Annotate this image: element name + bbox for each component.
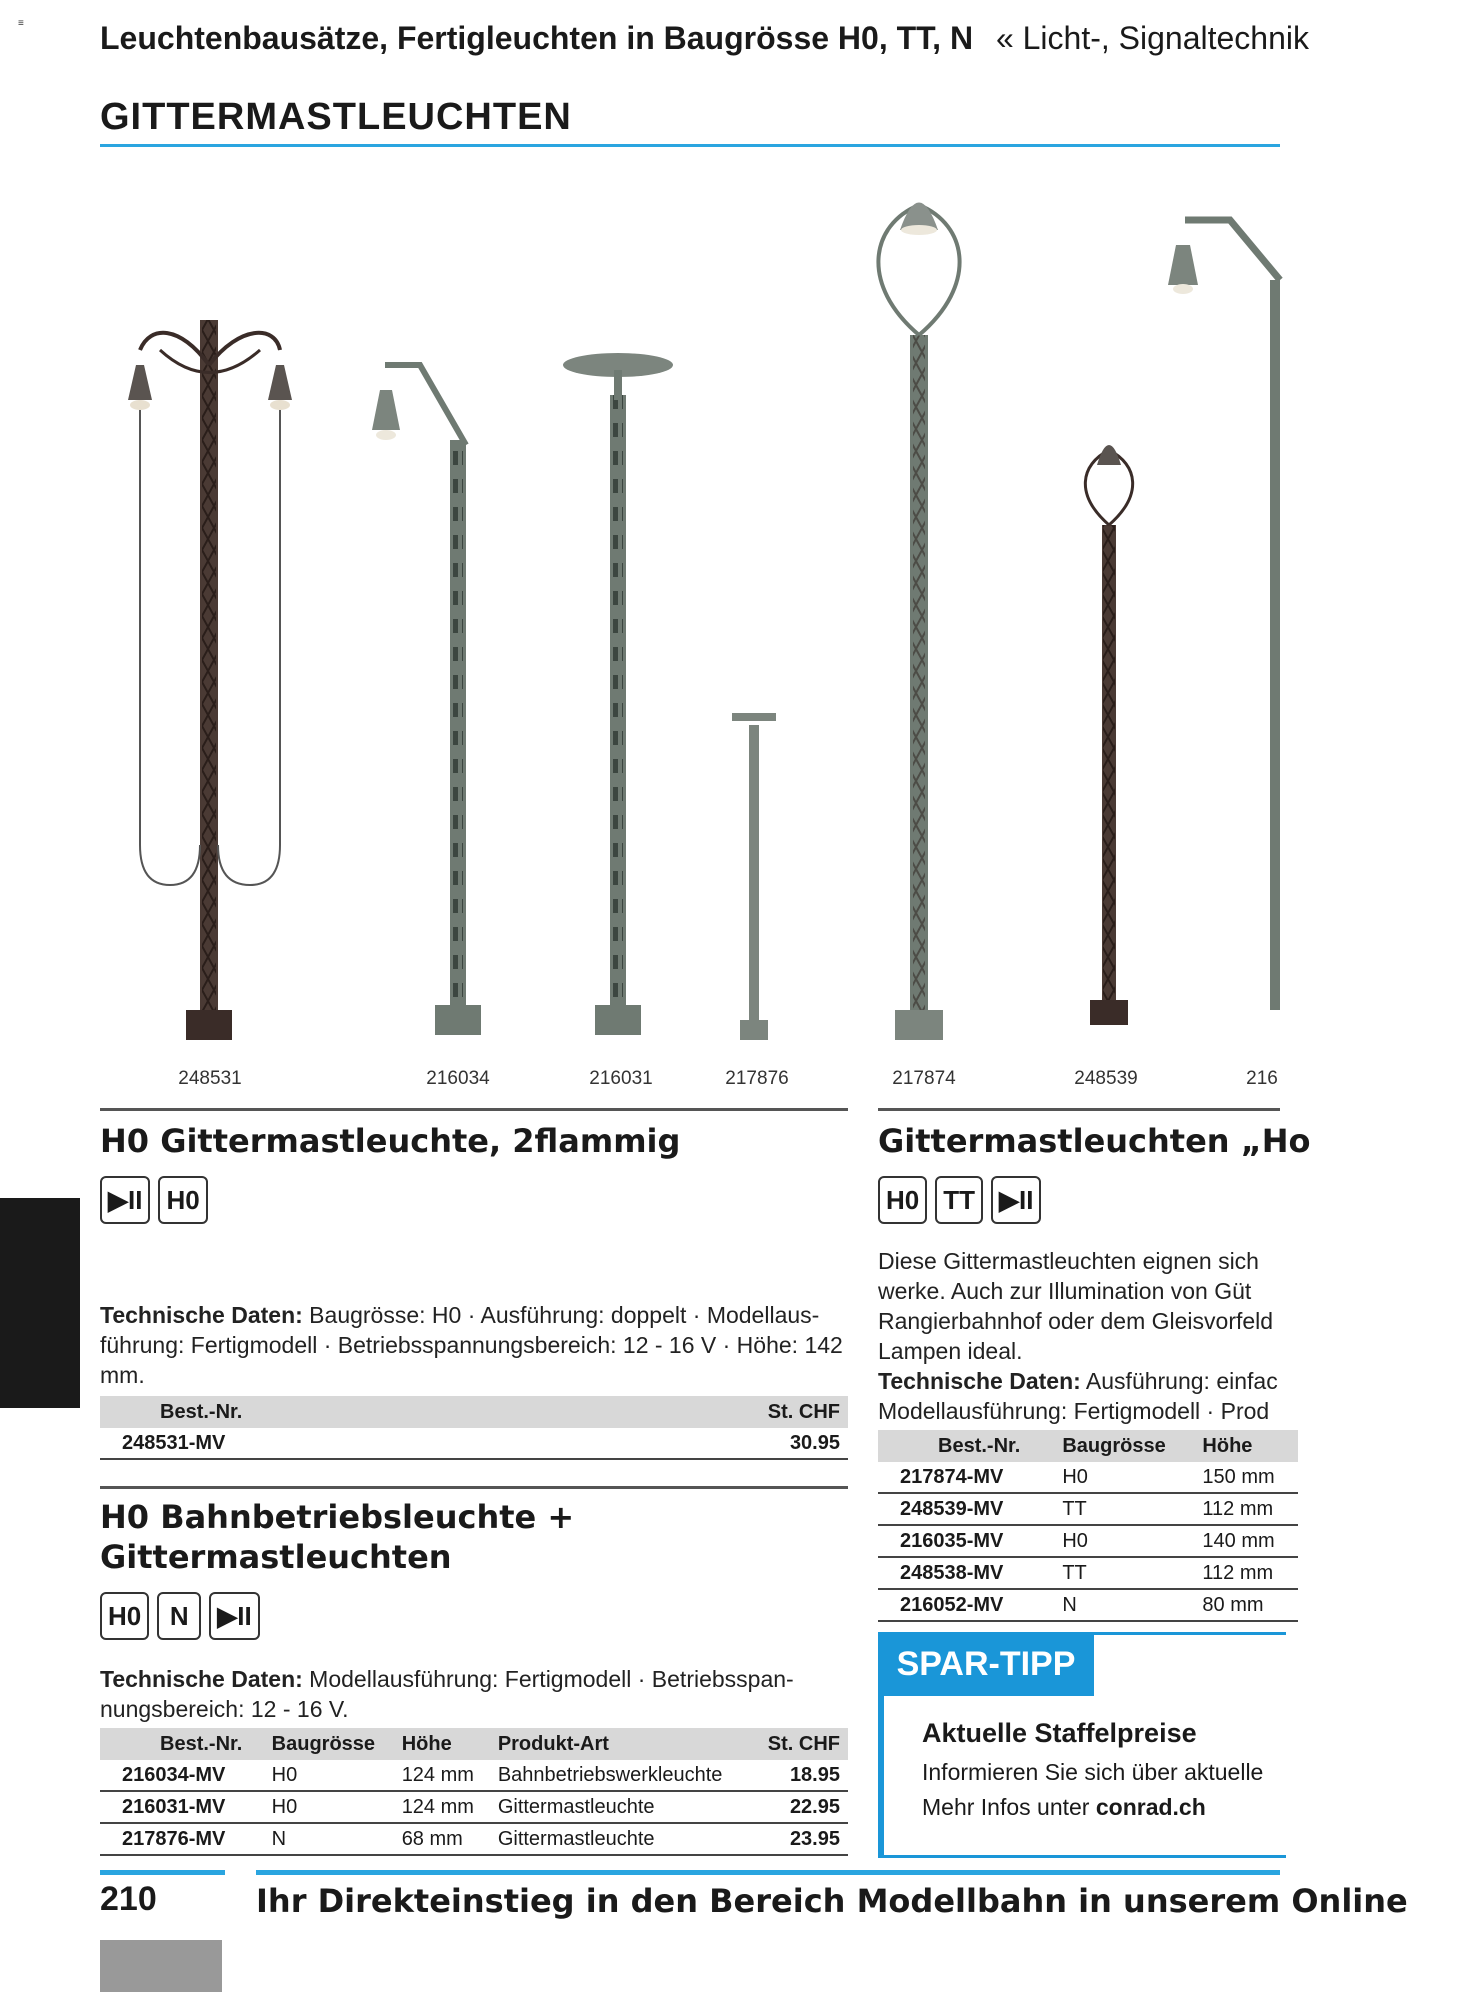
spar-tipp-heading: Aktuelle Staffelpreise (922, 1718, 1197, 1748)
order-number: 217876-MV (100, 1823, 264, 1855)
height: 68 mm (394, 1823, 490, 1855)
scale: H0 (264, 1791, 394, 1823)
order-number: 217874-MV (878, 1462, 1054, 1493)
play-pause-badge[interactable]: ▶II (991, 1176, 1041, 1224)
height: 140 mm (1194, 1525, 1298, 1557)
product1-title: H0 Gittermastleuchte, 2flammig (100, 1122, 681, 1160)
header-breadcrumb[interactable]: « Licht-, Signaltechnik (995, 20, 1309, 56)
scale: N (264, 1823, 394, 1855)
product-type: Gittermastleuchte (490, 1823, 752, 1855)
product3-badges (878, 1176, 1041, 1224)
col-header: Baugrösse (1054, 1430, 1194, 1462)
scale: H0 (264, 1760, 394, 1791)
lamp-216-partial (1168, 220, 1280, 1010)
product-image (100, 165, 1280, 1065)
footer-rule (100, 1870, 225, 1875)
scale: TT (1054, 1557, 1194, 1589)
order-number: 248538-MV (878, 1557, 1054, 1589)
height: 80 mm (1194, 1589, 1298, 1621)
scale: N (1054, 1589, 1194, 1621)
table-row[interactable] (100, 1791, 848, 1823)
tech-label: Technische Daten: (100, 1302, 303, 1328)
lamp-label: 216031 (589, 1068, 653, 1089)
tech-label: Technische Daten: (100, 1666, 303, 1692)
n-badge[interactable]: N (157, 1592, 201, 1640)
footer-gray-box (100, 1940, 222, 1992)
footer-rule (256, 1870, 1280, 1875)
height: 112 mm (1194, 1557, 1298, 1589)
product2-table (100, 1728, 848, 1856)
play-pause-badge[interactable]: ▶II (100, 1176, 150, 1224)
scale: TT (1054, 1493, 1194, 1525)
col-header: Baugrösse (264, 1728, 394, 1760)
height: 124 mm (394, 1760, 490, 1791)
desc-line: Lampen ideal. (878, 1338, 1023, 1364)
h0-badge[interactable]: H0 (100, 1592, 149, 1640)
table-row[interactable] (100, 1760, 848, 1791)
spar-tipp-link[interactable]: conrad.ch (1095, 1794, 1206, 1820)
order-number: 216052-MV (878, 1589, 1054, 1621)
menu-icon[interactable]: ≡ (18, 18, 24, 29)
product3-column (878, 1108, 1311, 1628)
lamp-label: 216034 (426, 1068, 490, 1089)
lamp-label: 217874 (892, 1068, 956, 1089)
page-header (100, 20, 1309, 57)
product2-badges (100, 1592, 260, 1640)
lamp-248539 (1085, 445, 1132, 1025)
table-row[interactable] (878, 1493, 1298, 1525)
lamp-label: 248539 (1074, 1068, 1138, 1089)
order-number: 216035-MV (878, 1525, 1054, 1557)
title-rule (100, 144, 1280, 147)
h0-badge[interactable]: H0 (158, 1176, 207, 1224)
height: 124 mm (394, 1791, 490, 1823)
tech-text: Modellausführung: Fertigmodell · Betriebsspannungsbereich: 12 - 16 V. (100, 1666, 794, 1722)
lamp-label: 216 (1246, 1068, 1278, 1089)
col-header: Best.-Nr. (100, 1728, 264, 1760)
tt-badge[interactable]: TT (935, 1176, 983, 1224)
product3-title: Gittermastleuchten „Ho (878, 1122, 1311, 1160)
desc-line: Diese Gittermastleuchten eignen sich (878, 1248, 1259, 1274)
h0-badge[interactable]: H0 (878, 1176, 927, 1224)
price: 22.95 (752, 1791, 848, 1823)
desc-line: werke. Auch zur Illumination von Güt (878, 1278, 1252, 1304)
col-header: Produkt-Art (490, 1728, 752, 1760)
product2-title-line1: H0 Bahnbetriebsleuchte + (100, 1498, 575, 1536)
price: 23.95 (752, 1823, 848, 1855)
spar-tipp-line2 (922, 1794, 1280, 1821)
product3-table (878, 1430, 1298, 1622)
section-title: GITTERMASTLEUCHTEN (100, 96, 572, 138)
column-rule (100, 1108, 848, 1111)
spar-tipp-line1: Informieren Sie sich über aktuelle (922, 1759, 1264, 1785)
spar-tipp-tag: SPAR-TIPP (878, 1632, 1094, 1696)
side-tab (0, 1198, 80, 1408)
page-number: 210 (100, 1880, 157, 1918)
column-rule (100, 1486, 848, 1489)
table-row[interactable] (878, 1557, 1298, 1589)
header-category: Leuchtenbausätze, Fertigleuchten in Baugrösse H0, TT, N (100, 20, 974, 56)
col-header: Best.-Nr. (878, 1430, 1054, 1462)
scale: H0 (1054, 1462, 1194, 1493)
lamp-248531 (128, 320, 292, 1040)
product-type: Gittermastleuchte (490, 1791, 752, 1823)
play-pause-badge[interactable]: ▶II (209, 1592, 259, 1640)
lamp-217874 (878, 203, 959, 1041)
table-row[interactable] (878, 1589, 1298, 1621)
product3-description (878, 1246, 1478, 1426)
tech-label: Technische Daten: (878, 1368, 1081, 1394)
tech-text: Baugrösse: H0 · Ausführung: doppelt · Modellausführung: Fertigmodell · Betriebsspannungsbereich: 12 - 16 V · Höhe: 142 mm. (100, 1302, 843, 1388)
product2-tech-data (100, 1664, 848, 1724)
spar-tipp-prefix: Mehr Infos unter (922, 1794, 1096, 1820)
tech-text: Ausführung: einfac (1080, 1368, 1278, 1394)
order-number: 216031-MV (100, 1791, 264, 1823)
height: 112 mm (1194, 1493, 1298, 1525)
table-row[interactable] (100, 1823, 848, 1855)
lamp-216031 (563, 353, 673, 1035)
product-type: Bahnbetriebswerkleuchte (490, 1760, 752, 1791)
col-header: Höhe (394, 1728, 490, 1760)
price: 30.95 (571, 1428, 848, 1459)
order-number: 248539-MV (878, 1493, 1054, 1525)
spar-tipp-content (922, 1718, 1280, 1821)
tech-line (878, 1366, 1478, 1396)
lamp-216034 (372, 365, 481, 1035)
order-number: 216034-MV (100, 1760, 264, 1791)
table-row[interactable] (878, 1462, 1298, 1493)
col-header: St. CHF (752, 1728, 848, 1760)
col-header: Höhe (1194, 1430, 1298, 1462)
tech-line: Modellausführung: Fertigmodell · Prod (878, 1398, 1270, 1424)
col-header: St. CHF (571, 1396, 848, 1428)
height: 150 mm (1194, 1462, 1298, 1493)
footer-text: Ihr Direkteinstieg in den Bereich Modellbahn in unserem Online (256, 1882, 1408, 1920)
table-row[interactable] (100, 1428, 848, 1459)
product2-title-line2: Gittermastleuchten (100, 1538, 452, 1576)
lamp-217876 (732, 713, 776, 1040)
product1-tech-data (100, 1300, 848, 1390)
scale: H0 (1054, 1525, 1194, 1557)
desc-line: Rangierbahnhof oder dem Gleisvorfeld (878, 1308, 1274, 1334)
price: 18.95 (752, 1760, 848, 1791)
lamp-label: 217876 (725, 1068, 789, 1089)
lamp-label: 248531 (178, 1068, 242, 1089)
col-header: Best.-Nr. (100, 1396, 571, 1428)
product1-table (100, 1396, 848, 1460)
table-row[interactable] (878, 1525, 1298, 1557)
order-number: 248531-MV (100, 1428, 571, 1459)
product1-badges (100, 1176, 208, 1224)
